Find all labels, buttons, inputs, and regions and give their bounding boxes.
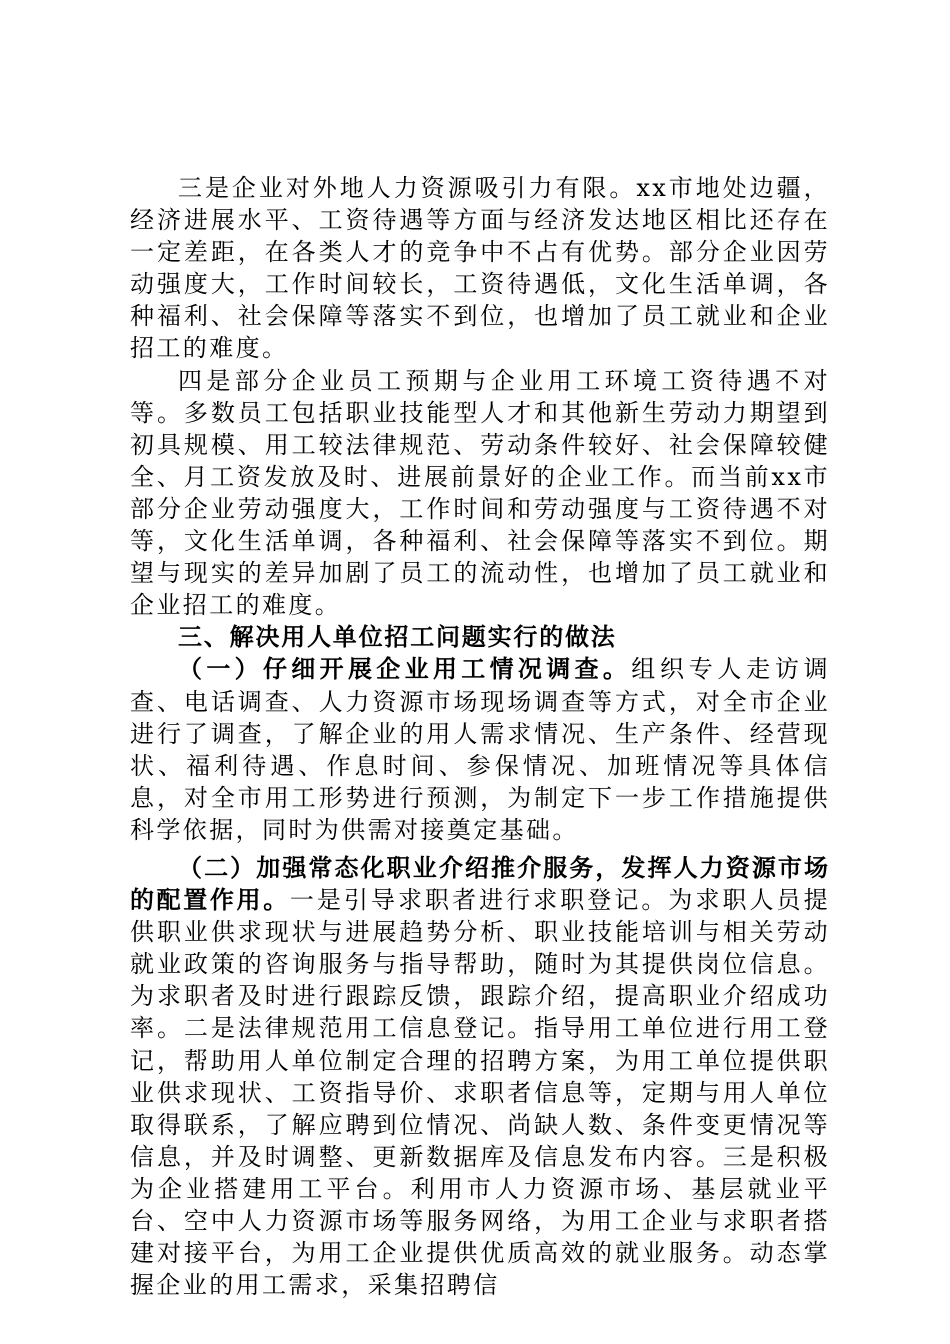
paragraph-point-4: 四是部分企业员工预期与企业用工环境工资待遇不对等。多数员工包括职业技能型人才和其他新生劳动力期望到初具规模、用工较法律规范、劳动条件较好、社会保障较健全、月工资发放及时、进展前景好的企业工作。而当前xx市部分企业劳动强度大，工作时间和劳动强度与工资待遇不对等，文化生活单调，各种福利、社会保障等落实不到位。期望与现实的差异加剧了员工的流动性，也增加了员工就业和企业招工的难度。 (130, 366, 830, 620)
paragraph-subsection-1 (130, 653, 830, 846)
subsection-2-title: （二）加强常态化职业介绍推介服务，发挥人力资源市场的配置作用。 (130, 853, 830, 915)
paragraph-subsection-2 (130, 852, 830, 1301)
subsection-1-body: 组织专人走访调查、电话调查、人力资源市场现场调查等方式，对全市企业进行了调查，了解企业的用人需求情况、生产条件、经营现状、福利待遇、作息时间、参保情况、加班情况等具体信息，对全市用工形势进行预测，为制定下一步工作措施提供科学依据，同时为供需对接奠定基础。 (130, 655, 830, 844)
paragraph-point-3: 三是企业对外地人力资源吸引力有限。xx市地处边疆，经济进展水平、工资待遇等方面与经济发达地区相比还存在一定差距，在各类人才的竞争中不占有优势。部分企业因劳动强度大，工作时间较长，工资待遇低，文化生活单调，各种福利、社会保障等落实不到位，也增加了员工就业和企业招工的难度。 (130, 174, 830, 363)
subsection-2-body: 一是引导求职者进行求职登记。为求职人员提供职业供求现状与进展趋势分析、职业技能培训与相关劳动就业政策的咨询服务与指导帮助，随时为其提供岗位信息。为求职者及时进行跟踪反馈，跟踪介绍，提高职业介绍成功率。二是法律规范用工信息登记。指导用工单位进行用工登记，帮助用人单位制定合理的招聘方案，为用工单位提供职业供求现状、工资指导价、求职者信息等，定期与用人单位取得联系，了解应聘到位情况、尚缺人数、条件变更情况等信息，并及时调整、更新数据库及信息发布内容。三是积极为企业搭建用工平台。利用市人力资源市场、基层就业平台、空中人力资源市场等服务网络，为用工企业与求职者搭建对接平台，为用工企业提供优质高效的就业服务。动态掌握企业的用工需求，采集招聘信 (130, 886, 831, 1300)
section-heading-3: 三、解决用人单位招工问题实行的做法 (178, 623, 617, 652)
subsection-1-title: （一）仔细开展企业用工情况调查。 (178, 655, 632, 684)
document-body (130, 172, 830, 1301)
